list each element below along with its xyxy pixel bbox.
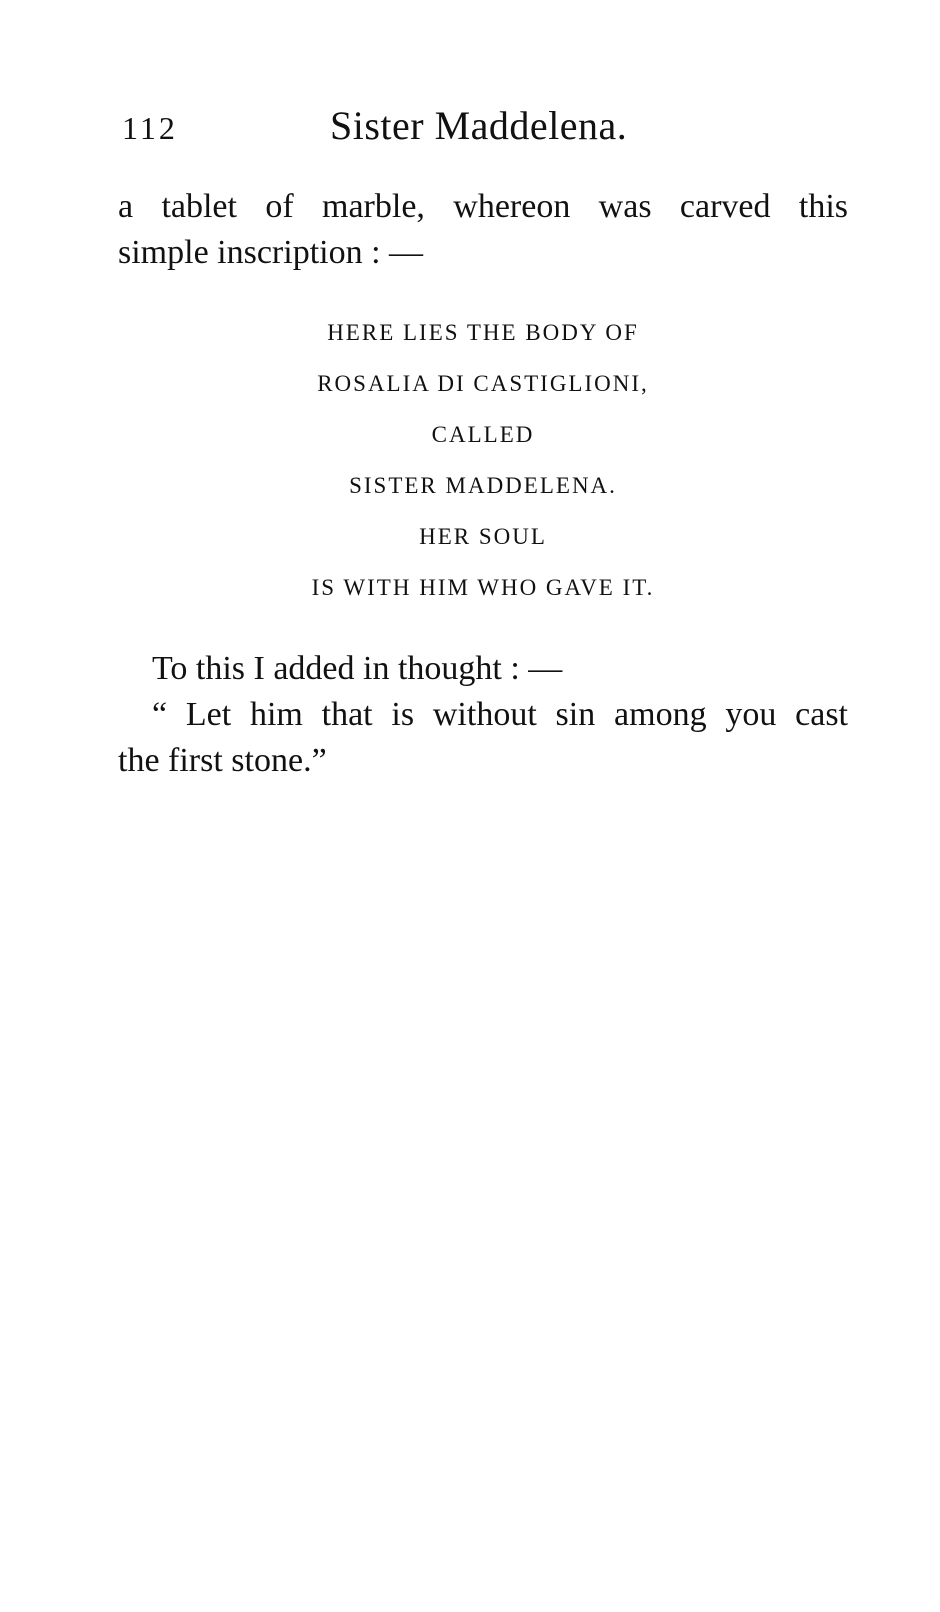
page-number: 112: [122, 110, 178, 146]
text-line: the first stone.”: [118, 742, 327, 779]
text-line: a tablet of marble, whereon was carved this: [118, 188, 848, 225]
text-line: “ Let him that is without sin among you cast: [152, 696, 848, 733]
paragraph-inscription-intro: [118, 184, 848, 276]
running-head: [118, 102, 848, 152]
inscription-line: SISTER MADDELENA.: [349, 473, 617, 498]
inscription-line: HERE LIES THE BODY OF: [327, 320, 639, 345]
running-title: Sister Maddelena.: [330, 103, 628, 148]
inscription-line: ROSALIA DI CASTIGLIONI,: [317, 371, 649, 396]
inscription-line: HER SOUL: [419, 524, 547, 549]
text-line: simple inscription : —: [118, 234, 424, 271]
text-line: To this I added in thought : —: [152, 650, 563, 687]
paragraph-closing-thought: [118, 646, 848, 784]
inscription-line: CALLED: [431, 422, 535, 447]
inscription-line: IS WITH HIM WHO GAVE IT.: [311, 575, 655, 600]
tablet-inscription: [118, 318, 848, 624]
